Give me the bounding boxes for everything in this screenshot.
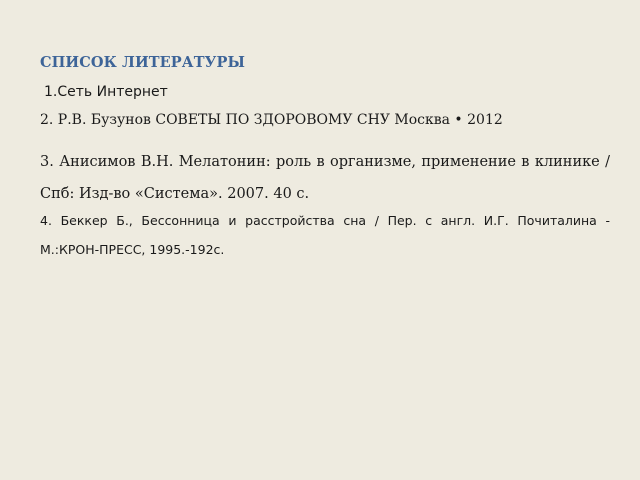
reference-item-4: 4. Беккер Б., Бессонница и расстройства сна / Пер. с англ. И.Г. Почиталина - М.:КРОН-ПРЕСС, 1995.-192с.	[40, 213, 610, 257]
reference-item-2: 2. Р.В. Бузунов СОВЕТЫ ПО ЗДОРОВОМУ СНУ Москва • 2012	[40, 112, 503, 128]
reference-item-3: 3. Анисимов В.Н. Мелатонин: роль в организме, применение в клинике / Спб: Изд-во «Система». 2007. 40 с.	[40, 154, 610, 202]
slide-title: СПИСОК ЛИТЕРАТУРЫ	[40, 54, 246, 71]
reference-item-1: 1.Сеть Интернет	[44, 84, 168, 100]
